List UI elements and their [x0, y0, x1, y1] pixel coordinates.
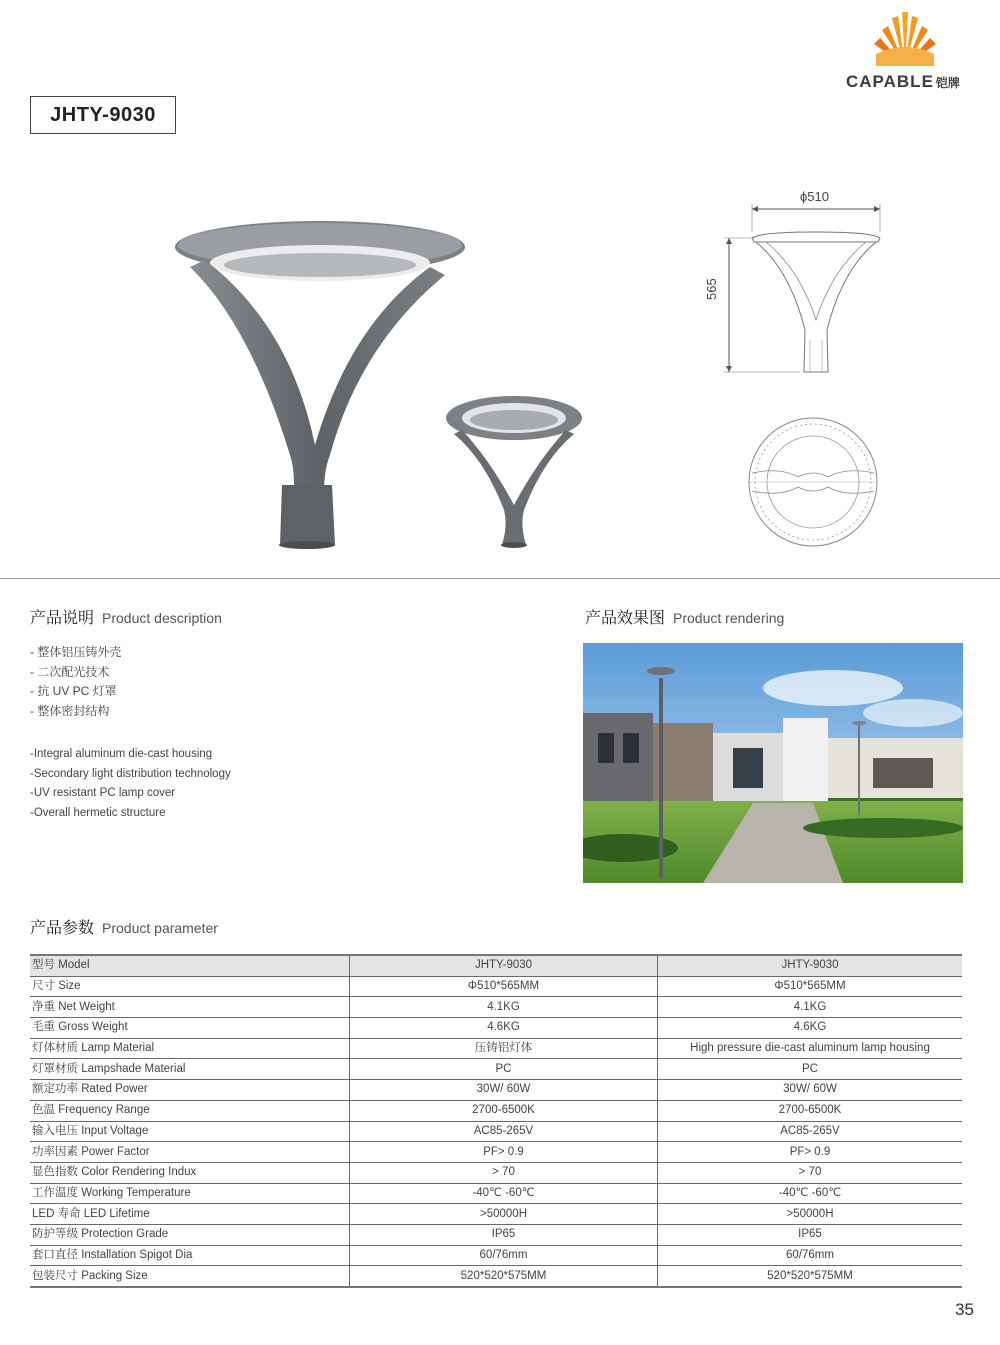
param-label: 包装尺寸 Packing Size	[30, 1266, 350, 1287]
param-label: 净重 Net Weight	[30, 997, 350, 1018]
product-rendering-image	[583, 643, 963, 883]
list-item: -UV resistant PC lamp cover	[30, 787, 176, 799]
parameter-table	[30, 954, 962, 1288]
description-list-en	[30, 745, 231, 823]
param-value: High pressure die-cast aluminum lamp housing	[658, 1038, 963, 1059]
param-label: 输入电压 Input Voltage	[30, 1121, 350, 1142]
table-row	[30, 1142, 962, 1163]
param-label: 套口直径 Installation Spigot Dia	[30, 1245, 350, 1266]
param-value: > 70	[350, 1162, 658, 1183]
list-item: - 整体密封结构	[30, 703, 110, 718]
product-photo-large	[160, 205, 480, 550]
param-value: 520*520*575MM	[350, 1266, 658, 1287]
description-heading-en: Product description	[102, 610, 222, 626]
list-item: - 抗 UV PC 灯罩	[30, 684, 117, 698]
param-label: 防护等级 Protection Grade	[30, 1224, 350, 1245]
brand-name: CAPABLE 铠牌	[846, 72, 960, 91]
param-value: 30W/ 60W	[350, 1080, 658, 1101]
table-row	[30, 1245, 962, 1266]
param-value: 520*520*575MM	[658, 1266, 963, 1287]
param-value: 4.1KG	[350, 997, 658, 1018]
list-item: -Secondary light distribution technology	[30, 767, 231, 780]
param-label: 功率因素 Power Factor	[30, 1142, 350, 1163]
dimension-height-label: 565	[704, 278, 719, 300]
list-item: -Integral aluminum die-cast housing	[30, 748, 213, 760]
rendering-heading-en: Product rendering	[673, 610, 785, 626]
param-label: 色温 Frequency Range	[30, 1100, 350, 1121]
table-row	[30, 1266, 962, 1287]
list-item: - 整体铝压铸外壳	[30, 645, 122, 659]
table-row	[30, 1224, 962, 1245]
param-value: IP65	[658, 1224, 963, 1245]
param-label: 额定功率 Rated Power	[30, 1080, 350, 1101]
param-value: 60/76mm	[658, 1245, 963, 1266]
brand-name-cn: 铠牌	[935, 76, 960, 90]
param-value: -40℃ -60℃	[658, 1183, 963, 1204]
param-value: AC85-265V	[658, 1121, 963, 1142]
description-list-cn	[30, 643, 121, 721]
description-heading-cn: 产品说明	[30, 610, 95, 627]
param-value: >50000H	[350, 1204, 658, 1225]
table-row	[30, 997, 962, 1018]
model-code: JHTY-9030	[30, 96, 176, 134]
rendering-heading	[585, 605, 784, 628]
param-value: 2700-6500K	[658, 1100, 963, 1121]
param-value: 4.6KG	[658, 1018, 963, 1039]
table-row	[30, 1038, 962, 1059]
param-value: -40℃ -60℃	[350, 1183, 658, 1204]
product-photo-small	[440, 390, 590, 550]
param-value: 60/76mm	[350, 1245, 658, 1266]
table-row	[30, 1183, 962, 1204]
table-row	[30, 955, 962, 976]
param-label: 灯体材质 Lamp Material	[30, 1038, 350, 1059]
table-row	[30, 1018, 962, 1039]
param-value: > 70	[658, 1162, 963, 1183]
param-label: 灯罩材质 Lampshade Material	[30, 1059, 350, 1080]
param-label: 尺寸 Size	[30, 976, 350, 997]
list-item: - 二次配光技术	[30, 664, 110, 679]
param-value: 30W/ 60W	[658, 1080, 963, 1101]
param-value: IP65	[350, 1224, 658, 1245]
parameter-heading-en: Product parameter	[102, 920, 218, 936]
description-heading	[30, 605, 222, 628]
table-row	[30, 1121, 962, 1142]
param-value: >50000H	[658, 1204, 963, 1225]
table-row	[30, 1162, 962, 1183]
parameter-heading-cn: 产品参数	[30, 920, 95, 937]
param-value: 4.6KG	[350, 1018, 658, 1039]
param-label: 工作温度 Working Temperature	[30, 1183, 350, 1204]
dimension-width-label: ϕ510	[800, 189, 829, 204]
capable-logo-icon	[872, 10, 938, 68]
parameter-heading	[30, 915, 218, 938]
list-item: -Overall hermetic structure	[30, 806, 166, 819]
param-value: 4.1KG	[658, 997, 963, 1018]
param-value: PF> 0.9	[658, 1142, 963, 1163]
table-row	[30, 1059, 962, 1080]
section-divider	[0, 578, 1000, 579]
param-label: LED 寿命 LED Lifetime	[30, 1204, 350, 1225]
param-label: 毛重 Gross Weight	[30, 1018, 350, 1039]
param-value: JHTY-9030	[350, 955, 658, 976]
param-value: PC	[350, 1059, 658, 1080]
table-row	[30, 1080, 962, 1101]
table-row	[30, 1100, 962, 1121]
rendering-heading-cn: 产品效果图	[585, 610, 666, 627]
param-value: PC	[658, 1059, 963, 1080]
param-value: Φ510*565MM	[350, 976, 658, 997]
brand-logo	[840, 10, 970, 90]
technical-drawing-front	[700, 180, 900, 380]
param-label: 型号 Model	[30, 955, 350, 976]
param-label: 显色指数 Color Rendering Indux	[30, 1162, 350, 1183]
param-value: Φ510*565MM	[658, 976, 963, 997]
param-value: PF> 0.9	[350, 1142, 658, 1163]
technical-drawing-top	[740, 415, 890, 550]
page-number: 35	[955, 1300, 974, 1319]
table-row	[30, 976, 962, 997]
param-value: 2700-6500K	[350, 1100, 658, 1121]
param-value: 压铸铝灯体	[350, 1038, 658, 1059]
table-row	[30, 1204, 962, 1225]
param-value: JHTY-9030	[658, 955, 963, 976]
param-value: AC85-265V	[350, 1121, 658, 1142]
